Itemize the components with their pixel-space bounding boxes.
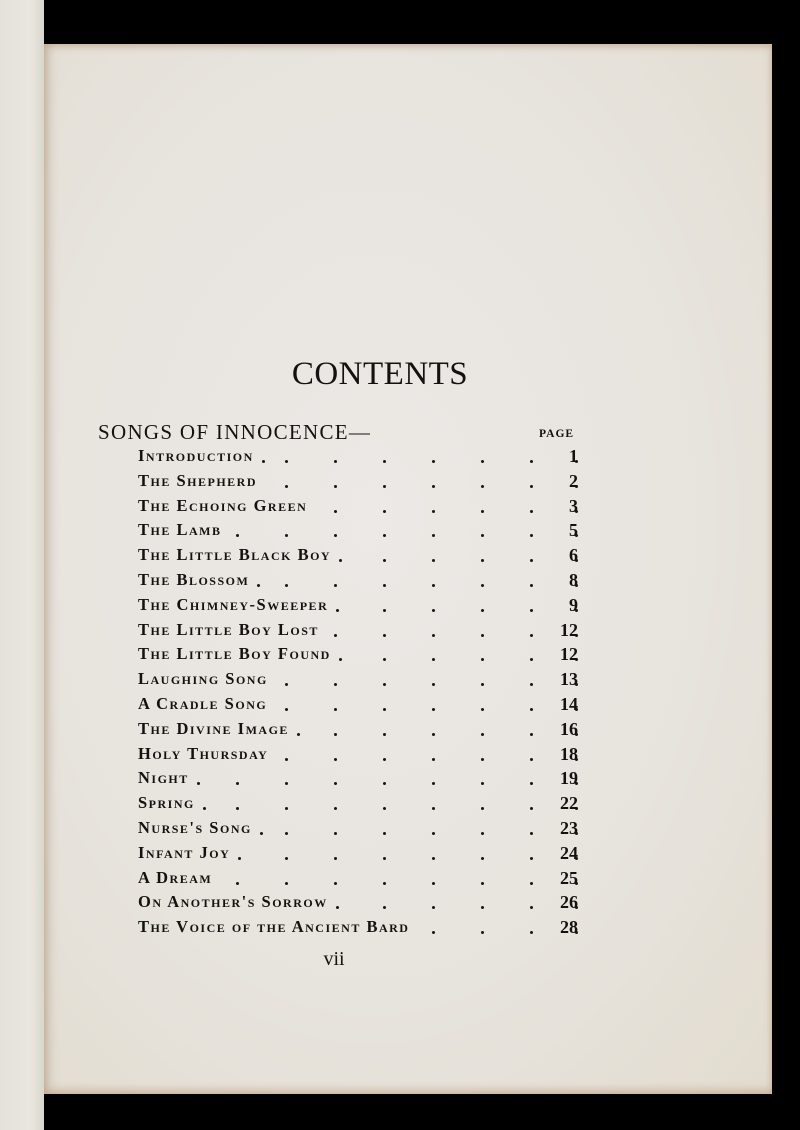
leader-dot	[257, 584, 260, 587]
leader-dot	[432, 534, 435, 537]
leader-dot	[481, 807, 484, 810]
leader-dot	[432, 906, 435, 909]
contents-list	[138, 446, 578, 942]
leader-dot	[530, 485, 533, 488]
leader-dot	[432, 708, 435, 711]
leader-dot	[339, 658, 342, 661]
toc-entry-page: 1	[569, 446, 578, 466]
leader-dot	[530, 510, 533, 513]
leader-dot	[383, 584, 386, 587]
leader-dot	[336, 609, 339, 612]
leader-dot	[530, 857, 533, 860]
leader-dot	[334, 882, 337, 885]
toc-entry-page: 28	[560, 917, 578, 938]
toc-entry-page: 23	[560, 817, 578, 838]
leader-dot	[297, 733, 300, 736]
leader-dot	[432, 658, 435, 661]
leader-dot	[530, 634, 533, 637]
toc-entry	[138, 520, 578, 545]
leader-dot	[336, 906, 339, 909]
toc-entry	[138, 818, 578, 843]
toc-entry-title: The Shepherd	[138, 470, 257, 490]
toc-entry	[138, 694, 578, 719]
leader-dot	[432, 485, 435, 488]
leader-dot	[236, 807, 239, 810]
leader-dot	[481, 733, 484, 736]
leader-dot	[285, 832, 288, 835]
leader-dot	[383, 882, 386, 885]
toc-entry-title: A Cradle Song	[138, 693, 268, 713]
page-column-label: PAGE	[539, 428, 575, 440]
toc-entry-title: Spring	[138, 793, 195, 813]
leader-dot	[285, 857, 288, 860]
toc-entry-title: The Divine Image	[138, 718, 289, 738]
leader-dot	[530, 460, 533, 463]
leader-dot	[530, 609, 533, 612]
leader-dot	[383, 906, 386, 909]
dot-leader	[138, 768, 538, 792]
leader-dot	[481, 634, 484, 637]
leader-dot	[238, 857, 241, 860]
leader-dot	[285, 807, 288, 810]
toc-entry-title: The Little Boy Found	[138, 644, 331, 664]
toc-entry-title: Laughing Song	[138, 669, 268, 689]
toc-entry-page: 2	[569, 470, 578, 491]
toc-entry-page: 13	[560, 669, 578, 690]
toc-entry	[138, 570, 578, 595]
toc-entry-page: 6	[569, 545, 578, 566]
leader-dot	[339, 559, 342, 562]
leader-dot	[432, 559, 435, 562]
leader-dot	[481, 857, 484, 860]
leader-dot	[530, 708, 533, 711]
leader-dot	[432, 832, 435, 835]
leader-dot	[383, 634, 386, 637]
leader-dot	[334, 534, 337, 537]
toc-entry-title: The Echoing Green	[138, 495, 308, 515]
leader-dot	[334, 758, 337, 761]
toc-entry	[138, 843, 578, 868]
toc-entry-page: 26	[560, 892, 578, 913]
toc-entry-title: A Dream	[138, 867, 213, 887]
leader-dot	[285, 758, 288, 761]
leader-dot	[432, 931, 435, 934]
toc-entry	[138, 892, 578, 917]
toc-entry-page: 25	[560, 867, 578, 888]
leader-dot	[203, 807, 206, 810]
leader-dot	[285, 534, 288, 537]
toc-entry-title: Infant Joy	[138, 842, 231, 862]
toc-entry	[138, 471, 578, 496]
adjacent-page-edge	[0, 0, 44, 1130]
leader-dot	[334, 460, 337, 463]
leader-dot	[236, 534, 239, 537]
section-heading: SONGS OF INNOCENCE—	[98, 420, 372, 444]
leader-dot	[530, 807, 533, 810]
toc-entry-title: On Another's Sorrow	[138, 892, 328, 912]
toc-entry-title: The Lamb	[138, 520, 222, 540]
leader-dot	[285, 485, 288, 488]
toc-entry-title: Night	[138, 768, 189, 788]
page-title: CONTENTS	[291, 356, 469, 392]
toc-entry-page: 19	[560, 768, 578, 789]
toc-entry	[138, 620, 578, 645]
toc-entry-page: 3	[569, 495, 578, 516]
leader-dot	[285, 584, 288, 587]
leader-dot	[334, 857, 337, 860]
leader-dot	[481, 609, 484, 612]
leader-dot	[530, 534, 533, 537]
leader-dot	[260, 832, 263, 835]
toc-entry	[138, 744, 578, 769]
toc-entry	[138, 545, 578, 570]
leader-dot	[481, 584, 484, 587]
toc-entry-title: The Little Black Boy	[138, 545, 332, 565]
toc-entry	[138, 719, 578, 744]
leader-dot	[481, 906, 484, 909]
toc-entry	[138, 868, 578, 893]
leader-dot	[481, 758, 484, 761]
leader-dot	[481, 460, 484, 463]
leader-dot	[334, 634, 337, 637]
toc-entry-page: 22	[560, 793, 578, 814]
toc-entry-page: 8	[569, 569, 578, 590]
leader-dot	[530, 906, 533, 909]
leader-dot	[334, 733, 337, 736]
leader-dot	[262, 460, 265, 463]
toc-entry	[138, 917, 578, 942]
toc-entry	[138, 446, 578, 471]
leader-dot	[481, 683, 484, 686]
toc-entry	[138, 496, 578, 521]
leader-dot	[530, 658, 533, 661]
leader-dot	[432, 584, 435, 587]
leader-dot	[481, 485, 484, 488]
leader-dot	[334, 485, 337, 488]
leader-dot	[432, 683, 435, 686]
leader-dot	[285, 782, 288, 785]
leader-dot	[334, 683, 337, 686]
toc-entry	[138, 644, 578, 669]
leader-dot	[383, 832, 386, 835]
leader-dot	[432, 609, 435, 612]
leader-dot	[383, 485, 386, 488]
leader-dot	[383, 658, 386, 661]
leader-dot	[530, 832, 533, 835]
leader-dot	[383, 534, 386, 537]
leader-dot	[432, 758, 435, 761]
folio-number: vii	[323, 948, 345, 970]
leader-dot	[236, 882, 239, 885]
leader-dot	[334, 510, 337, 513]
leader-dot	[197, 782, 200, 785]
leader-dot	[334, 782, 337, 785]
leader-dot	[432, 782, 435, 785]
leader-dot	[530, 584, 533, 587]
leader-dot	[432, 807, 435, 810]
leader-dot	[481, 782, 484, 785]
leader-dot	[432, 460, 435, 463]
leader-dot	[334, 832, 337, 835]
leader-dot	[481, 534, 484, 537]
leader-dot	[432, 634, 435, 637]
leader-dot	[481, 510, 484, 513]
book-page	[44, 44, 772, 1094]
leader-dot	[383, 857, 386, 860]
leader-dot	[383, 758, 386, 761]
dot-leader	[138, 793, 538, 817]
leader-dot	[334, 807, 337, 810]
toc-entry-page: 16	[560, 718, 578, 739]
leader-dot	[285, 460, 288, 463]
toc-entry-title: The Chimney-Sweeper	[138, 594, 329, 614]
leader-dot	[432, 857, 435, 860]
leader-dot	[334, 584, 337, 587]
leader-dot	[481, 559, 484, 562]
leader-dot	[481, 931, 484, 934]
leader-dot	[236, 782, 239, 785]
toc-entry-page: 24	[560, 842, 578, 863]
toc-entry	[138, 793, 578, 818]
toc-entry-title: The Voice of the Ancient Bard	[138, 917, 410, 937]
leader-dot	[383, 807, 386, 810]
leader-dot	[530, 683, 533, 686]
leader-dot	[530, 758, 533, 761]
leader-dot	[383, 683, 386, 686]
leader-dot	[530, 782, 533, 785]
leader-dot	[530, 733, 533, 736]
leader-dot	[285, 683, 288, 686]
leader-dot	[383, 782, 386, 785]
leader-dot	[432, 510, 435, 513]
leader-dot	[383, 609, 386, 612]
leader-dot	[432, 882, 435, 885]
leader-dot	[383, 510, 386, 513]
leader-dot	[432, 733, 435, 736]
toc-entry	[138, 669, 578, 694]
leader-dot	[530, 931, 533, 934]
leader-dot	[383, 733, 386, 736]
toc-entry-title: Holy Thursday	[138, 743, 269, 763]
toc-entry-page: 18	[560, 743, 578, 764]
toc-entry-page: 5	[569, 520, 578, 541]
toc-entry-page: 14	[560, 693, 578, 714]
leader-dot	[383, 460, 386, 463]
toc-entry-page: 12	[560, 644, 578, 665]
toc-entry	[138, 768, 578, 793]
leader-dot	[334, 708, 337, 711]
leader-dot	[285, 882, 288, 885]
toc-entry-title: The Blossom	[138, 569, 250, 589]
toc-entry	[138, 595, 578, 620]
leader-dot	[530, 882, 533, 885]
leader-dot	[481, 708, 484, 711]
toc-entry-title: Nurse's Song	[138, 817, 252, 837]
toc-entry-page: 12	[560, 619, 578, 640]
leader-dot	[383, 559, 386, 562]
leader-dot	[383, 708, 386, 711]
toc-entry-title: Introduction	[138, 446, 254, 465]
leader-dot	[481, 832, 484, 835]
leader-dot	[481, 658, 484, 661]
toc-entry-page: 9	[569, 594, 578, 615]
leader-dot	[481, 882, 484, 885]
leader-dot	[285, 708, 288, 711]
toc-entry-title: The Little Boy Lost	[138, 619, 319, 639]
leader-dot	[530, 559, 533, 562]
